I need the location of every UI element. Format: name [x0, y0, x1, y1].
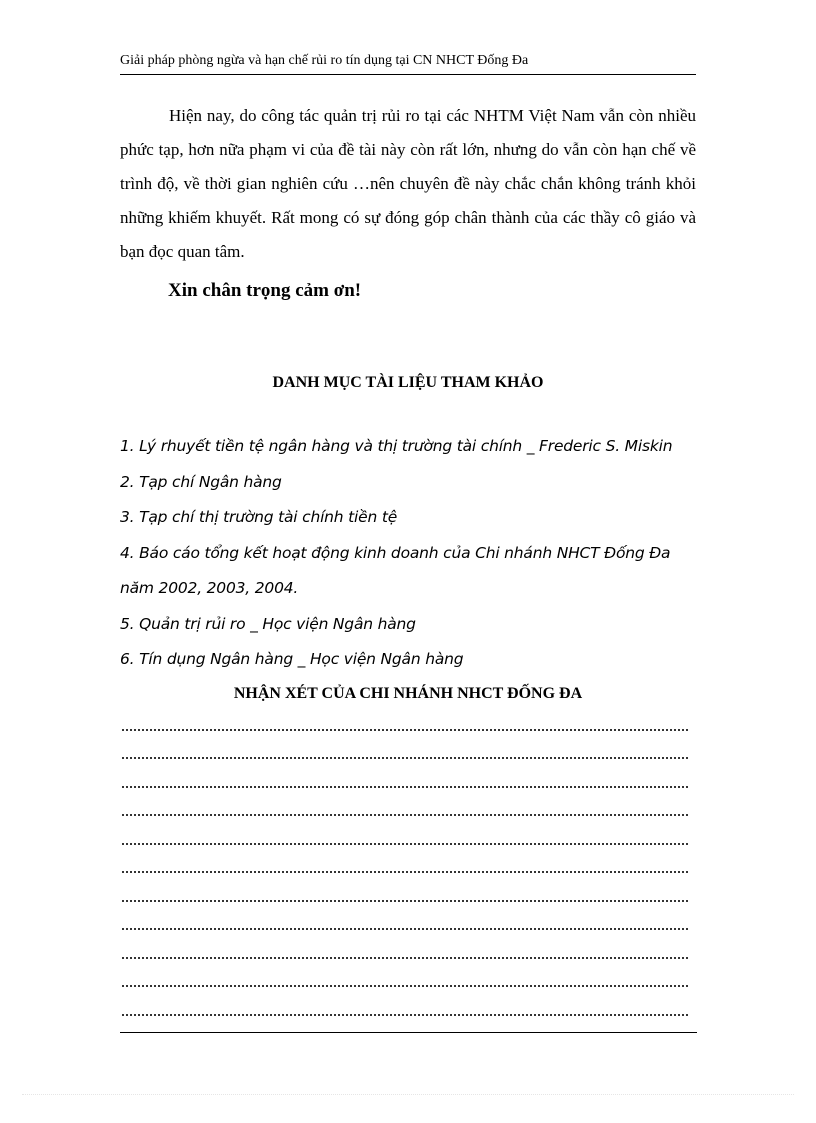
dotted-line: [122, 798, 688, 827]
dotted-line: [122, 912, 688, 941]
dotted-line: [122, 712, 688, 741]
reference-item: 6. Tín dụng Ngân hàng _ Học viện Ngân hàng: [120, 650, 464, 668]
comments-title: NHẬN XÉT CỦA CHI NHÁNH NHCT ĐỐNG ĐA: [233, 685, 583, 702]
dotted-line: [122, 855, 688, 884]
page-footer-divider: [22, 1094, 794, 1095]
reference-item: 5. Quản trị rủi ro _ Học viện Ngân hàng: [120, 614, 416, 633]
dotted-line: [122, 741, 688, 770]
comment-lines: [122, 712, 688, 1026]
reference-item: 1. Lý rhuyết tiền tệ ngân hàng và thị trường tài chính _ Frederic S. Miskin: [120, 437, 673, 455]
thanks-line: Xin chân trọng cảm ơn!: [168, 280, 362, 301]
dotted-line: [122, 769, 688, 798]
page-header: Giải pháp phòng ngừa và hạn chế rủi ro tín dụng tại CN NHCT Đống Đa: [120, 50, 696, 75]
dotted-line: [122, 940, 688, 969]
references-list: [120, 429, 696, 678]
closing-paragraph: Hiện nay, do công tác quản trị rủi ro tại các NHTM Việt Nam vẫn còn nhiều phức tạp, hơn nữa phạm vi của đề tài này còn rất lớn, nhưng do vẫn còn hạn chế về trình độ, về thời gian nghiên cứu …nên chuyên đề này chắc chắn không tránh khỏi những khiếm khuyết. Rất mong có sự đóng góp chân thành của các thầy cô giáo và bạn đọc quan tâm.: [120, 106, 696, 261]
bottom-rule: [120, 1032, 697, 1033]
dotted-line: [122, 883, 688, 912]
dotted-line: [122, 997, 688, 1026]
dotted-line: [122, 969, 688, 998]
references-title: DANH MỤC TÀI LIỆU THAM KHẢO: [272, 374, 544, 391]
reference-item: 2. Tạp chí Ngân hàng: [120, 472, 282, 491]
dotted-line: [122, 826, 688, 855]
reference-item: 3. Tạp chí thị trường tài chính tiền tệ: [120, 508, 398, 526]
reference-item: 4. Báo cáo tổng kết hoạt động kinh doanh của Chi nhánh NHCT Đống Đa năm 2002, 2003, 2004.: [120, 543, 671, 597]
